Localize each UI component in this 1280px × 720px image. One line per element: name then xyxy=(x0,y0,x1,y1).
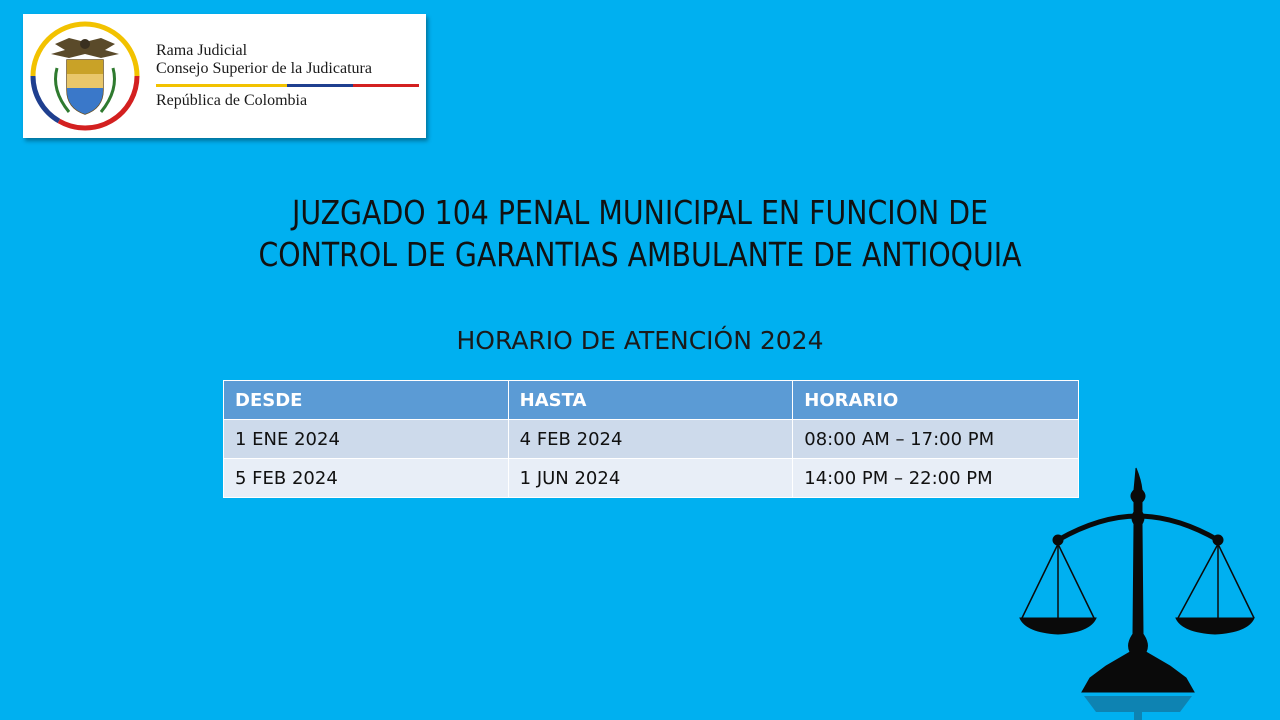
header-horario: HORARIO xyxy=(793,381,1079,420)
table-row xyxy=(224,459,1079,498)
cell-desde: 5 FEB 2024 xyxy=(224,459,509,498)
cell-horario: 14:00 PM – 22:00 PM xyxy=(793,459,1079,498)
schedule-table xyxy=(223,380,1079,498)
cell-desde: 1 ENE 2024 xyxy=(224,420,509,459)
table-header-row xyxy=(224,381,1079,420)
logo-box xyxy=(23,14,426,138)
schedule-heading: HORARIO DE ATENCIÓN 2024 xyxy=(456,326,824,355)
org-name: Rama Judicial xyxy=(156,42,248,59)
cell-horario: 08:00 AM – 17:00 PM xyxy=(793,420,1079,459)
cell-hasta: 1 JUN 2024 xyxy=(508,459,793,498)
flag-divider xyxy=(156,84,419,87)
scales-of-justice-icon xyxy=(1018,466,1258,720)
page-title xyxy=(90,192,1191,276)
page-title-line-1: JUZGADO 104 PENAL MUNICIPAL EN FUNCION DE xyxy=(291,193,989,232)
page-title-line-2: CONTROL DE GARANTIAS AMBULANTE DE ANTIOQUIA xyxy=(258,235,1022,274)
header-desde: DESDE xyxy=(224,381,509,420)
table-row xyxy=(224,420,1079,459)
org-country: República de Colombia xyxy=(156,92,308,109)
colombia-coat-of-arms-icon xyxy=(29,20,141,132)
cell-hasta: 4 FEB 2024 xyxy=(508,420,793,459)
org-council: Consejo Superior de la Judicatura xyxy=(156,60,372,77)
header-hasta: HASTA xyxy=(508,381,793,420)
